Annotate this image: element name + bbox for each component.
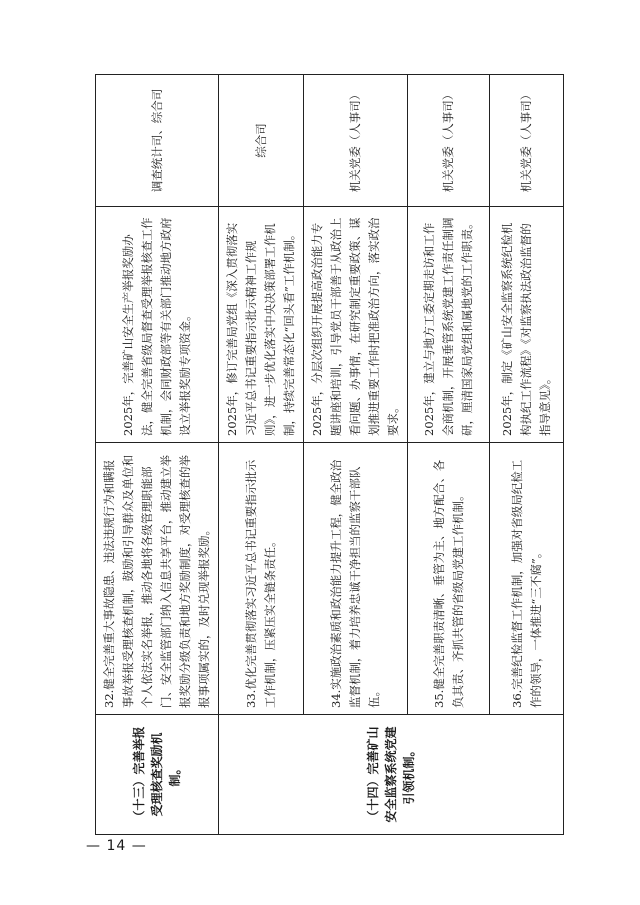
target-cell: 2025年，完善矿山安全生产举报奖励办法，健全完善省级局督查受理举报核查工作机制，会同财政部等有关部门推动地方政府设立举报奖励专项资金。 xyxy=(96,207,219,443)
target-cell: 2025年，分层次组织开展提高政治能力专题讲座和培训，引导党员干部善于从政治上看问题、办事情，在研究制定重要政策、谋划推进重要工作时把准政治方向，落实政治要求。 xyxy=(304,207,408,443)
table-row xyxy=(96,75,219,835)
category-cell: （十三）完善举报受理核查奖励机制。 xyxy=(96,715,219,835)
dept-cell: 机关党委（人事司） xyxy=(304,75,408,207)
target-cell: 2025年，修订完善局党组《深入贯彻落实习近平总书记重要指示批示精神工作规则》，进一步优化落实中央决策部署工作机制，持续完善常态化“回头看”工作机制。 xyxy=(219,207,304,443)
target-cell: 2025年，建立与地方工委定期走访和工作会商机制，开展垂管系统党建工作责任制调研，厘清国家局党组和属地党的工作职责。 xyxy=(408,207,490,443)
page-number: — 14 — xyxy=(86,838,147,854)
dept-cell: 机关党委（人事司） xyxy=(490,75,564,207)
measure-cell: 35.健全完善职责清晰、垂管为主、地方配合、各负其责、齐抓共管的省级局党建工作机制。 xyxy=(408,443,490,715)
table-row xyxy=(219,75,304,835)
dept-cell: 调查统计司、综合司 xyxy=(96,75,219,207)
rotated-table-container xyxy=(95,75,552,835)
target-cell: 2025年，制定《矿山安全监察系统纪检机构执纪工作流程》《对监察执法政治监督的指导意见》。 xyxy=(490,207,564,443)
measure-cell: 33.优化完善贯彻落实习近平总书记重要指示批示工作机制，压紧压实全链条责任。 xyxy=(219,443,304,715)
measure-cell: 32.健全完善重大事故隐患、违法违规行为和瞒报事故举报受理核查机制，鼓励和引导群众及单位和个人依法实名举报，推动各地将各级管理职能部门、安全监管部门纳入信息共享平台，推动建立举报奖励分级负责和地方奖励制度，对受理核查的举报事项属实的，及时兑现举报奖励。 xyxy=(96,443,219,715)
dept-cell: 综合司 xyxy=(219,75,304,207)
measures-table xyxy=(95,74,564,835)
measure-cell: 36.完善纪检监督工作机制，加强对省级局纪检工作的领导，一体推进“三不腐”。 xyxy=(490,443,564,715)
category-cell: （十四）完善矿山安全监察系统党建引领机制。 xyxy=(219,715,564,835)
measure-cell: 34.实施政治素质和政治能力提升工程，健全政治监督机制，着力培养忠诚干净担当的监察干部队伍。 xyxy=(304,443,408,715)
dept-cell: 机关党委（人事司） xyxy=(408,75,490,207)
